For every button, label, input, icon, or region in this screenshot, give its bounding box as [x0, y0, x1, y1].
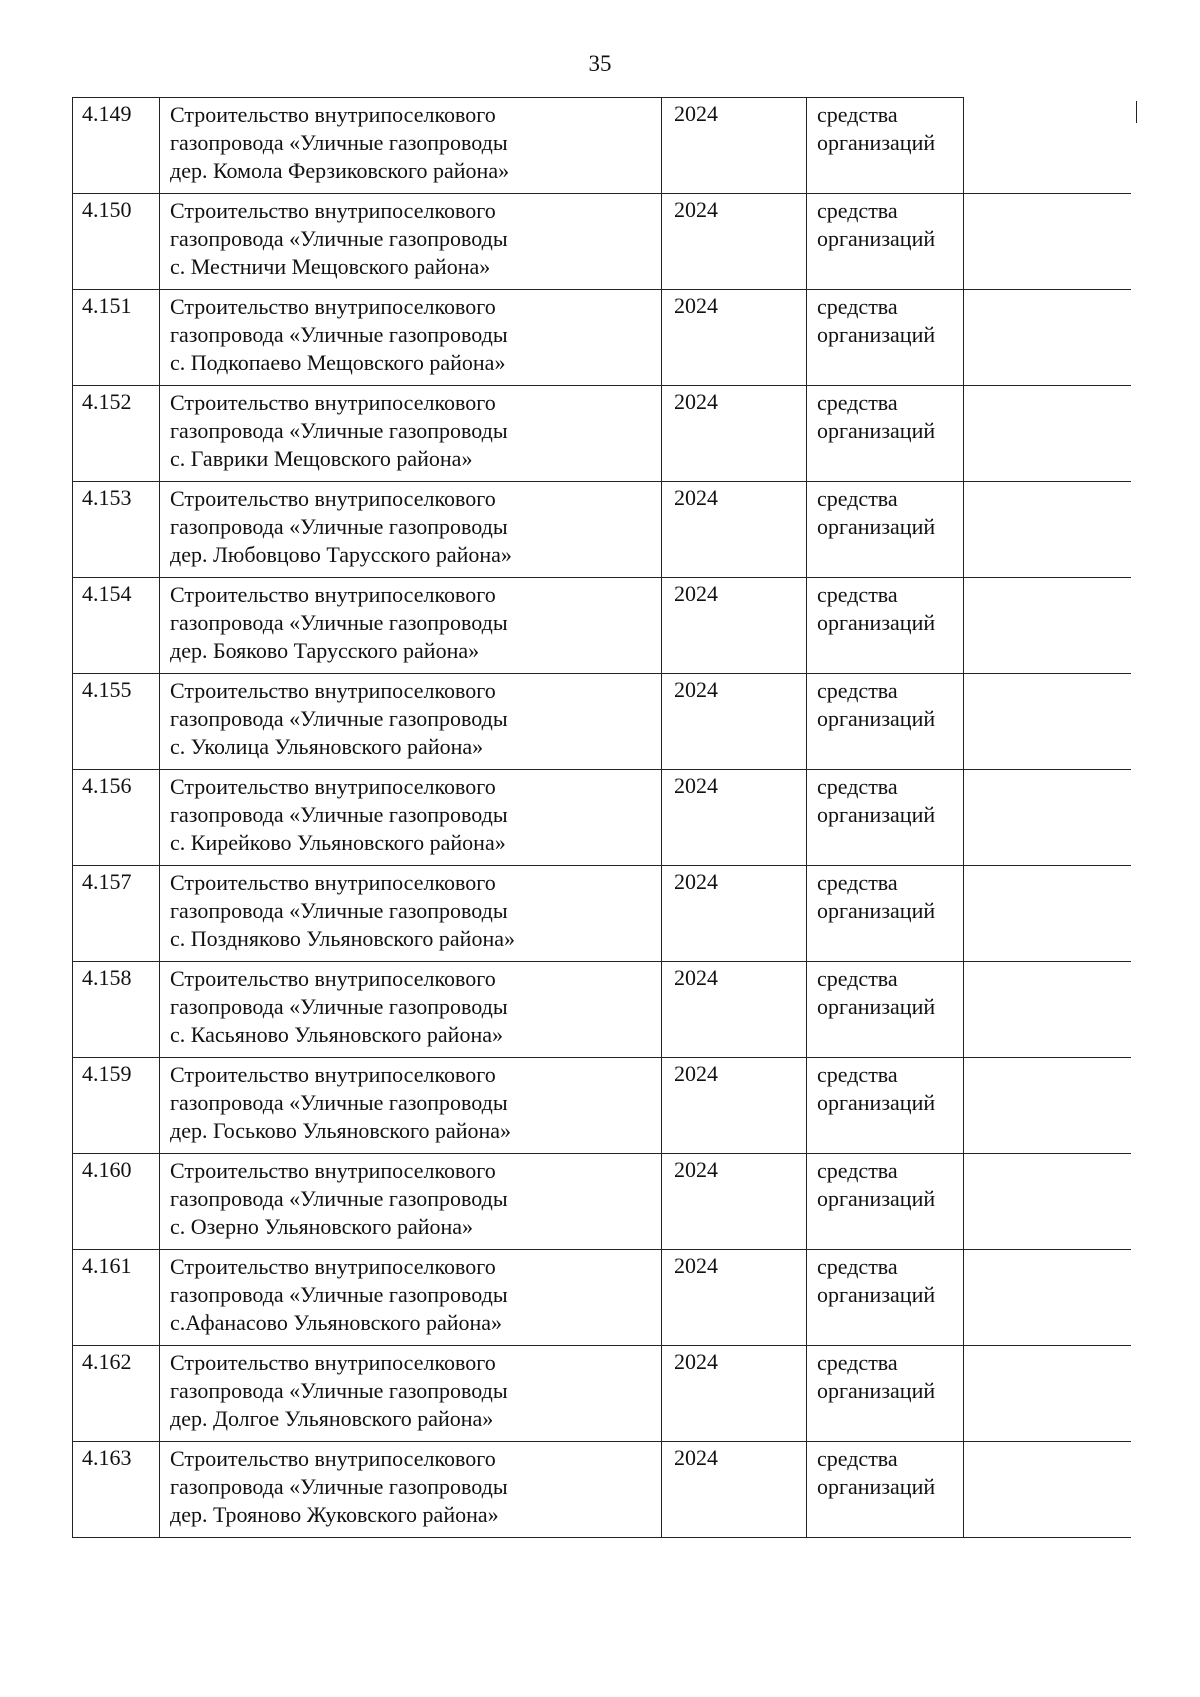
year-cell: 2024: [662, 962, 807, 1058]
year-cell: 2024: [662, 386, 807, 482]
funding-source-line: организаций: [817, 1186, 936, 1211]
work-name-line: дер. Трояново Жуковского района»: [170, 1502, 499, 1527]
row-number-cell: 4.157: [73, 866, 160, 962]
table-row: [73, 1442, 1131, 1538]
empty-cell: [964, 1346, 1131, 1442]
funding-source-line: организаций: [817, 706, 936, 731]
empty-cell: [964, 386, 1131, 482]
work-name-line: дер. Бояково Тарусского района»: [170, 638, 480, 663]
work-name-line: Строительство внутрипоселкового: [170, 582, 496, 607]
year-cell: 2024: [662, 1058, 807, 1154]
funding-source-line: организаций: [817, 322, 936, 347]
work-name-line: газопровода «Уличные газопроводы: [170, 226, 508, 251]
work-name-cell: [160, 290, 662, 386]
row-number-cell: 4.162: [73, 1346, 160, 1442]
funding-source-line: организаций: [817, 1378, 936, 1403]
work-name-line: с. Подкопаево Мещовского района»: [170, 350, 506, 375]
funding-source-cell: [807, 1250, 964, 1346]
right-border-stub: [1136, 101, 1137, 123]
funding-source-line: средства: [817, 1062, 898, 1087]
work-name-line: дер. Долгое Ульяновского района»: [170, 1406, 494, 1431]
funding-source-line: средства: [817, 774, 898, 799]
work-name-line: с. Гаврики Мещовского района»: [170, 446, 473, 471]
funding-source-line: средства: [817, 1254, 898, 1279]
funding-source-cell: [807, 290, 964, 386]
funding-source-line: организаций: [817, 1474, 936, 1499]
work-name-line: газопровода «Уличные газопроводы: [170, 130, 508, 155]
funding-source-cell: [807, 194, 964, 290]
row-number-cell: 4.155: [73, 674, 160, 770]
year-cell: 2024: [662, 578, 807, 674]
funding-source-cell: [807, 962, 964, 1058]
empty-cell: [964, 194, 1131, 290]
row-number-cell: 4.152: [73, 386, 160, 482]
work-name-line: газопровода «Уличные газопроводы: [170, 706, 508, 731]
work-name-line: газопровода «Уличные газопроводы: [170, 322, 508, 347]
table-row: [73, 1250, 1131, 1346]
funding-source-cell: [807, 482, 964, 578]
work-name-line: с. Поздняково Ульяновского района»: [170, 926, 515, 951]
work-name-line: газопровода «Уличные газопроводы: [170, 610, 508, 635]
table-row: [73, 770, 1131, 866]
work-name-line: Строительство внутрипоселкового: [170, 870, 496, 895]
empty-cell: [964, 1058, 1131, 1154]
table-row: [73, 290, 1131, 386]
funding-source-cell: [807, 1154, 964, 1250]
year-cell: 2024: [662, 866, 807, 962]
funding-source-line: средства: [817, 1446, 898, 1471]
funding-source-line: средства: [817, 1350, 898, 1375]
funding-source-cell: [807, 770, 964, 866]
work-name-line: газопровода «Уличные газопроводы: [170, 1186, 508, 1211]
row-number-cell: 4.156: [73, 770, 160, 866]
work-name-line: газопровода «Уличные газопроводы: [170, 994, 508, 1019]
funding-source-cell: [807, 1058, 964, 1154]
empty-cell: [964, 1154, 1131, 1250]
work-name-cell: [160, 866, 662, 962]
table-row: [73, 674, 1131, 770]
funding-source-line: средства: [817, 870, 898, 895]
work-name-line: с. Уколица Ульяновского района»: [170, 734, 484, 759]
work-name-line: Строительство внутрипоселкового: [170, 1062, 496, 1087]
row-number-cell: 4.159: [73, 1058, 160, 1154]
funding-source-line: организаций: [817, 1282, 936, 1307]
work-name-line: Строительство внутрипоселкового: [170, 678, 496, 703]
funding-source-line: организаций: [817, 802, 936, 827]
work-name-cell: [160, 482, 662, 578]
work-name-line: с.Афанасово Ульяновского района»: [170, 1310, 503, 1335]
work-name-line: газопровода «Уличные газопроводы: [170, 1282, 508, 1307]
year-cell: 2024: [662, 674, 807, 770]
work-name-cell: [160, 1058, 662, 1154]
year-cell: 2024: [662, 1154, 807, 1250]
work-name-line: с. Касьяново Ульяновского района»: [170, 1022, 503, 1047]
work-name-line: Строительство внутрипоселкового: [170, 966, 496, 991]
funding-source-line: средства: [817, 198, 898, 223]
work-name-line: Строительство внутрипоселкового: [170, 390, 496, 415]
year-cell: 2024: [662, 98, 807, 194]
row-number-cell: 4.151: [73, 290, 160, 386]
funding-source-line: организаций: [817, 226, 936, 251]
work-name-line: газопровода «Уличные газопроводы: [170, 1378, 508, 1403]
work-name-line: Строительство внутрипоселкового: [170, 486, 496, 511]
year-cell: 2024: [662, 1442, 807, 1538]
work-name-line: газопровода «Уличные газопроводы: [170, 514, 508, 539]
work-name-line: газопровода «Уличные газопроводы: [170, 1474, 508, 1499]
work-name-cell: [160, 1442, 662, 1538]
work-name-line: Строительство внутрипоселкового: [170, 1350, 496, 1375]
row-number-cell: 4.149: [73, 98, 160, 194]
table-row: [73, 194, 1131, 290]
empty-cell: [964, 962, 1131, 1058]
year-cell: 2024: [662, 194, 807, 290]
work-name-cell: [160, 578, 662, 674]
funding-source-line: организаций: [817, 610, 936, 635]
work-name-line: с. Местничи Мещовского района»: [170, 254, 491, 279]
funding-source-line: средства: [817, 582, 898, 607]
work-name-cell: [160, 194, 662, 290]
work-name-line: Строительство внутрипоселкового: [170, 1446, 496, 1471]
funding-source-line: организаций: [817, 514, 936, 539]
work-name-line: газопровода «Уличные газопроводы: [170, 898, 508, 923]
row-number-cell: 4.154: [73, 578, 160, 674]
work-name-cell: [160, 386, 662, 482]
work-name-line: Строительство внутрипоселкового: [170, 102, 496, 127]
funding-source-line: средства: [817, 678, 898, 703]
work-name-line: Строительство внутрипоселкового: [170, 1254, 496, 1279]
funding-source-line: средства: [817, 1158, 898, 1183]
page-number: 35: [588, 51, 612, 76]
work-name-line: Строительство внутрипоселкового: [170, 294, 496, 319]
row-number-cell: 4.158: [73, 962, 160, 1058]
work-name-cell: [160, 1154, 662, 1250]
work-name-cell: [160, 674, 662, 770]
funding-source-line: средства: [817, 102, 898, 127]
work-name-line: Строительство внутрипоселкового: [170, 774, 496, 799]
year-cell: 2024: [662, 1346, 807, 1442]
work-name-line: с. Озерно Ульяновского района»: [170, 1214, 474, 1239]
funding-source-line: организаций: [817, 130, 936, 155]
row-number-cell: 4.163: [73, 1442, 160, 1538]
work-name-line: дер. Госьково Ульяновского района»: [170, 1118, 512, 1143]
work-name-line: газопровода «Уличные газопроводы: [170, 802, 508, 827]
work-name-cell: [160, 1346, 662, 1442]
table-row: [73, 866, 1131, 962]
funding-source-cell: [807, 98, 964, 194]
funding-source-cell: [807, 866, 964, 962]
empty-cell: [964, 578, 1131, 674]
year-cell: 2024: [662, 770, 807, 866]
funding-source-cell: [807, 674, 964, 770]
empty-cell: [964, 482, 1131, 578]
work-name-cell: [160, 962, 662, 1058]
work-name-line: с. Кирейково Ульяновского района»: [170, 830, 506, 855]
row-number-cell: 4.153: [73, 482, 160, 578]
table-row: [73, 962, 1131, 1058]
funding-source-cell: [807, 578, 964, 674]
funding-source-line: средства: [817, 966, 898, 991]
funding-source-line: организаций: [817, 1090, 936, 1115]
table-row: [73, 1154, 1131, 1250]
empty-cell: [964, 290, 1131, 386]
empty-cell: [964, 674, 1131, 770]
works-table-body: [73, 98, 1131, 1538]
work-name-line: дер. Комола Ферзиковского района»: [170, 158, 510, 183]
empty-cell: [964, 770, 1131, 866]
work-name-line: газопровода «Уличные газопроводы: [170, 1090, 508, 1115]
work-name-cell: [160, 1250, 662, 1346]
table-row: [73, 1346, 1131, 1442]
work-name-cell: [160, 770, 662, 866]
work-name-line: дер. Любовцово Тарусского района»: [170, 542, 512, 567]
row-number-cell: 4.160: [73, 1154, 160, 1250]
work-name-line: Строительство внутрипоселкового: [170, 198, 496, 223]
work-name-line: Строительство внутрипоселкового: [170, 1158, 496, 1183]
works-table: [72, 97, 1131, 1538]
funding-source-line: организаций: [817, 994, 936, 1019]
funding-source-line: организаций: [817, 418, 936, 443]
funding-source-line: средства: [817, 486, 898, 511]
table-row: [73, 482, 1131, 578]
empty-cell: [964, 1250, 1131, 1346]
row-number-cell: 4.150: [73, 194, 160, 290]
empty-cell: [964, 1442, 1131, 1538]
year-cell: 2024: [662, 482, 807, 578]
funding-source-cell: [807, 1346, 964, 1442]
table-row: [73, 578, 1131, 674]
row-number-cell: 4.161: [73, 1250, 160, 1346]
work-name-cell: [160, 98, 662, 194]
year-cell: 2024: [662, 290, 807, 386]
empty-cell: [964, 98, 1131, 194]
funding-source-line: организаций: [817, 898, 936, 923]
table-row: [73, 98, 1131, 194]
empty-cell: [964, 866, 1131, 962]
funding-source-cell: [807, 386, 964, 482]
funding-source-line: средства: [817, 390, 898, 415]
year-cell: 2024: [662, 1250, 807, 1346]
funding-source-line: средства: [817, 294, 898, 319]
work-name-line: газопровода «Уличные газопроводы: [170, 418, 508, 443]
funding-source-cell: [807, 1442, 964, 1538]
table-row: [73, 1058, 1131, 1154]
table-row: [73, 386, 1131, 482]
